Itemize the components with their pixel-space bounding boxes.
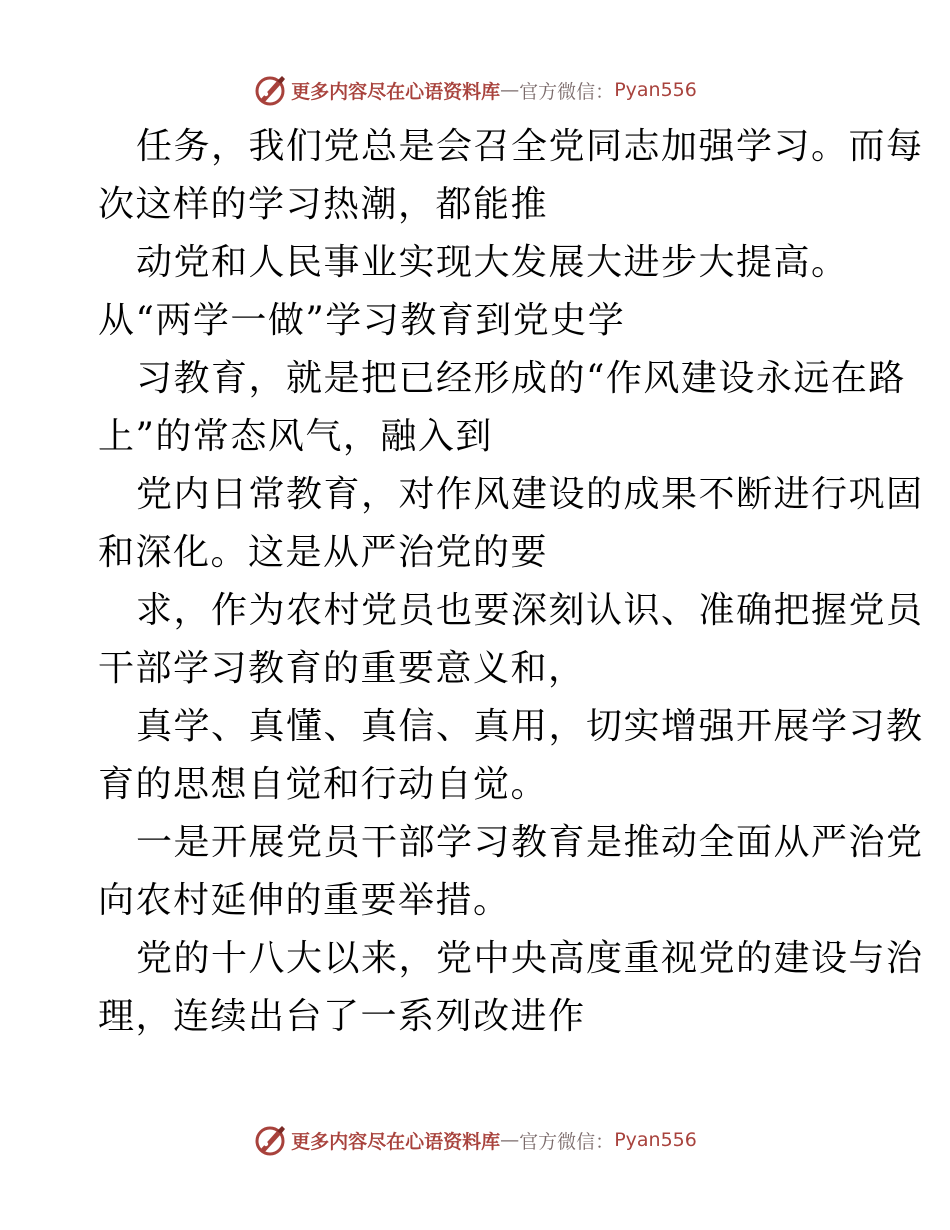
text-line: 任务，我们党总是会召全党同志加强学习。而每 <box>136 126 924 167</box>
text-line: 次这样的学习热潮，都能推 <box>98 184 549 225</box>
text-line: 党的十八大以来，党中央高度重视党的建设与治 <box>136 938 924 979</box>
text-line: 从“两学一做”学习教育到党史学 <box>98 300 626 341</box>
watermark-wechat-id: Pyan556 <box>614 1129 697 1151</box>
footer-watermark <box>0 1120 950 1160</box>
watermark-wechat-id: Pyan556 <box>614 79 697 101</box>
pen-logo-icon <box>253 1123 287 1157</box>
text-line: 一是开展党员干部学习教育是推动全面从严治党 <box>136 822 924 863</box>
document-body <box>98 118 924 1046</box>
text-line: 干部学习教育的重要意义和， <box>98 648 586 689</box>
text-line: 和深化。这是从严治党的要 <box>98 532 549 573</box>
text-line: 党内日常教育，对作风建设的成果不断进行巩固 <box>136 474 924 515</box>
text-line: 上”的常态风气，融入到 <box>98 416 493 457</box>
text-line: 育的思想自觉和行动自觉。 <box>98 764 549 805</box>
watermark-contact-label: 官方微信： <box>519 1130 615 1153</box>
pen-logo-icon <box>253 73 287 107</box>
text-line: 求，作为农村党员也要深刻认识、准确把握党员 <box>136 590 924 631</box>
text-line: 动党和人民事业实现大发展大进步大提高。 <box>136 242 849 283</box>
watermark-brand: 更多内容尽在心语资料库 <box>291 80 501 103</box>
text-line: 习教育，就是把已经形成的“作风建设永远在路 <box>136 358 906 399</box>
header-watermark <box>0 70 950 110</box>
text-line: 理，连续出台了一系列改进作 <box>98 996 586 1037</box>
watermark-dash: — <box>500 79 520 101</box>
watermark-contact-label: 官方微信： <box>519 80 615 103</box>
watermark-dash: — <box>500 1129 520 1151</box>
text-line: 真学、真懂、真信、真用，切实增强开展学习教 <box>136 706 924 747</box>
watermark-brand: 更多内容尽在心语资料库 <box>291 1130 501 1153</box>
text-line: 向农村延伸的重要举措。 <box>98 880 511 921</box>
